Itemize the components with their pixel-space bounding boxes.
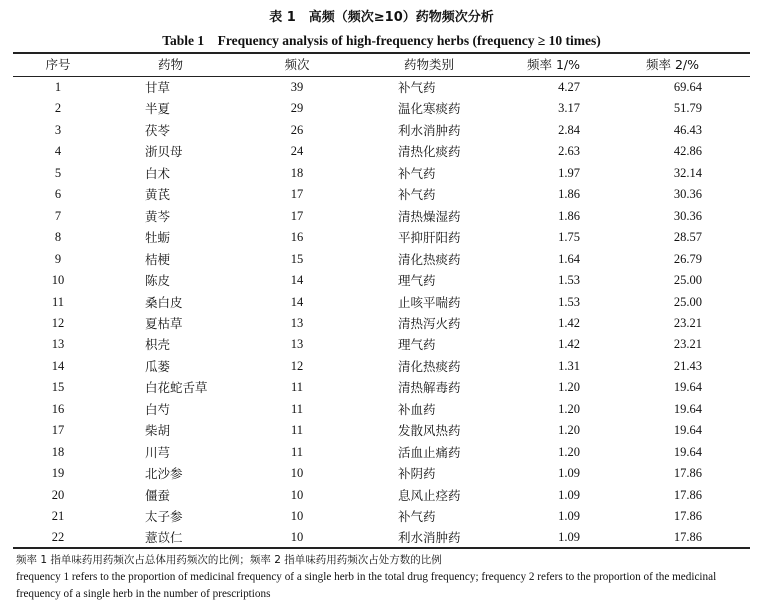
cell-ratio2: 23.21 [673,315,702,330]
cell-herb: 夏枯草 [145,315,183,331]
cell-ratio1: 2.63 [558,144,580,159]
table-row [0,442,763,463]
cell-ratio2: 46.43 [673,122,702,137]
cell-freq: 17 [290,208,304,223]
footnote-en: frequency 1 refers to the proportion of medicinal frequency of a single herb in the total drug frequency; frequency 2 refers to the proportion of the medicinal frequency of a single herb in the number of prescriptions [16,571,717,600]
cell-ratio2: 17.86 [673,487,702,502]
table-row [0,120,763,141]
cell-herb: 枳壳 [145,337,171,353]
cell-freq: 11 [290,380,304,395]
cell-herb: 白花蛇舌草 [145,380,208,396]
header-freq: 频次 [284,57,310,72]
cell-ratio2: 19.64 [673,380,702,395]
cell-freq: 16 [290,230,304,245]
header-category: 药物类别 [404,57,455,72]
cell-ratio2: 21.43 [673,358,702,373]
cell-herb: 浙贝母 [145,144,183,160]
cell-category: 理气药 [398,337,436,353]
cell-freq: 26 [290,122,304,137]
cell-idx: 13 [51,337,65,352]
cell-freq: 10 [290,487,304,502]
cell-category: 补气药 [398,187,436,203]
cell-ratio1: 1.31 [558,358,580,373]
cell-ratio1: 1.53 [558,294,580,309]
cell-herb: 黄芩 [145,208,171,224]
header-ratio1: 频率 1/% [527,57,581,72]
cell-category: 补阴药 [398,466,436,482]
cell-ratio1: 1.09 [558,487,580,502]
cell-freq: 11 [290,423,304,438]
cell-ratio1: 1.20 [558,444,580,459]
table-row [0,292,763,313]
table-row [0,313,763,334]
cell-category: 补血药 [398,401,436,417]
cell-freq: 17 [290,187,304,202]
table-row [0,141,763,162]
cell-ratio1: 1.09 [558,466,580,481]
cell-ratio2: 30.36 [673,187,702,202]
cell-ratio2: 30.36 [673,208,702,223]
table-row [0,270,763,291]
table-row [0,249,763,270]
table-row [0,485,763,506]
cell-ratio1: 1.42 [558,337,580,352]
cell-herb: 川芎 [145,444,171,460]
cell-herb: 僵蚕 [145,487,171,503]
cell-idx: 20 [51,487,65,502]
cell-category: 补气药 [398,165,436,181]
table-row [0,98,763,119]
cell-ratio2: 69.64 [673,80,702,94]
cell-herb: 牡蛎 [145,230,171,246]
cell-ratio1: 1.75 [558,230,580,245]
cell-category: 息风止痉药 [398,487,461,503]
cell-idx: 19 [51,466,65,481]
table-row [0,356,763,377]
table-row [0,184,763,205]
cell-freq: 11 [290,401,304,416]
cell-freq: 13 [290,337,304,352]
cell-herb: 瓜蒌 [145,358,171,374]
cell-freq: 10 [290,466,304,481]
cell-idx: 15 [51,380,65,395]
cell-category: 利水消肿药 [398,530,461,546]
cell-idx: 12 [51,315,65,330]
cell-ratio2: 42.86 [673,144,702,159]
cell-ratio2: 17.86 [673,530,702,545]
cell-category: 清热化痰药 [398,144,461,160]
cell-idx: 2 [54,101,62,116]
cell-ratio1: 1.09 [558,530,580,545]
cell-ratio2: 19.64 [673,423,702,438]
cell-herb: 甘草 [145,80,171,95]
cell-ratio2: 51.79 [673,101,702,116]
cell-ratio2: 25.00 [673,294,702,309]
cell-ratio1: 4.27 [558,80,580,94]
cell-idx: 22 [51,530,65,545]
cell-freq: 10 [290,509,304,523]
cell-ratio1: 1.42 [558,315,580,330]
header-idx: 序号 [45,57,71,72]
cell-category: 清化热痰药 [398,251,461,267]
cell-ratio1: 1.20 [558,423,580,438]
table-row [0,377,763,398]
cell-idx: 21 [51,509,65,523]
cell-ratio1: 1.86 [558,208,580,223]
cell-ratio2: 17.86 [673,466,702,481]
cell-ratio2: 19.64 [673,401,702,416]
cell-freq: 12 [290,358,304,373]
cell-idx: 7 [54,208,62,223]
cell-idx: 14 [51,358,65,373]
cell-herb: 茯苓 [145,122,171,138]
cell-category: 发散风热药 [398,423,461,439]
cell-idx: 10 [51,273,65,288]
cell-ratio1: 1.20 [558,380,580,395]
cell-category: 清热解毒药 [398,380,461,396]
table-row [0,334,763,355]
cell-herb: 薏苡仁 [145,530,183,546]
cell-ratio2: 25.00 [673,273,702,288]
cell-category: 理气药 [398,273,436,289]
cell-ratio1: 1.09 [558,509,580,523]
cell-idx: 3 [54,122,62,137]
cell-herb: 半夏 [145,101,171,117]
cell-idx: 11 [51,294,65,309]
top-rule [13,52,750,54]
cell-idx: 16 [51,401,65,416]
cell-ratio1: 3.17 [558,101,580,116]
cell-category: 补气药 [398,80,436,95]
cell-freq: 29 [290,101,304,116]
footnote-cn: 频率 1 指单味药用药频次占总体用药频次的比例；频率 2 指单味药用药频次占处方数的比例 [16,554,442,566]
cell-ratio2: 17.86 [673,509,702,523]
cell-idx: 4 [54,144,62,159]
table-title-en: Table 1 Frequency analysis of high-frequency herbs (frequency ≥ 10 times) [162,33,601,48]
cell-herb: 柴胡 [145,423,171,439]
table-title-cn: 表 1 高频（频次≥10）药物频次分析 [269,10,494,25]
cell-ratio1: 1.86 [558,187,580,202]
header-herb: 药物 [158,57,184,72]
cell-herb: 桔梗 [145,251,171,267]
cell-freq: 11 [290,444,304,459]
cell-herb: 白芍 [145,401,171,417]
header-ratio2: 频率 2/% [646,57,700,72]
cell-category: 止咳平喘药 [398,294,461,310]
cell-ratio1: 1.20 [558,401,580,416]
cell-idx: 18 [51,444,65,459]
cell-category: 活血止痛药 [398,444,461,460]
cell-herb: 桑白皮 [145,294,183,310]
table-row [0,163,763,184]
table-row [0,506,763,527]
cell-freq: 15 [290,251,304,266]
cell-ratio2: 23.21 [673,337,702,352]
cell-freq: 24 [290,144,304,159]
cell-ratio2: 19.64 [673,444,702,459]
cell-ratio1: 1.97 [558,165,580,180]
cell-category: 温化寒痰药 [398,101,461,117]
cell-freq: 39 [290,80,304,94]
cell-freq: 14 [290,273,304,288]
table-row [0,527,763,548]
table-row [0,399,763,420]
cell-ratio1: 2.84 [558,122,580,137]
cell-freq: 18 [290,165,304,180]
table-row [0,463,763,484]
cell-category: 利水消肿药 [398,122,461,138]
cell-idx: 6 [54,187,62,202]
cell-category: 清热燥湿药 [398,208,461,224]
cell-idx: 17 [51,423,65,438]
cell-ratio2: 26.79 [673,251,702,266]
cell-ratio2: 32.14 [673,165,702,180]
cell-ratio2: 28.57 [673,230,702,245]
cell-herb: 太子参 [145,509,183,524]
table-row [0,77,763,98]
table-row [0,206,763,227]
cell-idx: 1 [54,80,62,94]
cell-freq: 10 [290,530,304,545]
cell-category: 补气药 [398,509,436,524]
cell-category: 平抑肝阳药 [398,230,461,246]
cell-herb: 黄芪 [145,187,171,203]
table-row [0,420,763,441]
cell-idx: 5 [54,165,62,180]
cell-idx: 9 [54,251,62,266]
cell-herb: 陈皮 [145,273,171,289]
cell-herb: 北沙参 [145,466,183,482]
bottom-rule [13,547,750,549]
table-row [0,227,763,248]
cell-ratio1: 1.53 [558,273,580,288]
cell-category: 清热泻火药 [398,315,461,331]
cell-freq: 13 [290,315,304,330]
cell-idx: 8 [54,230,62,245]
cell-herb: 白术 [145,165,171,181]
cell-ratio1: 1.64 [558,251,580,266]
cell-category: 清化热痰药 [398,358,461,374]
cell-freq: 14 [290,294,304,309]
